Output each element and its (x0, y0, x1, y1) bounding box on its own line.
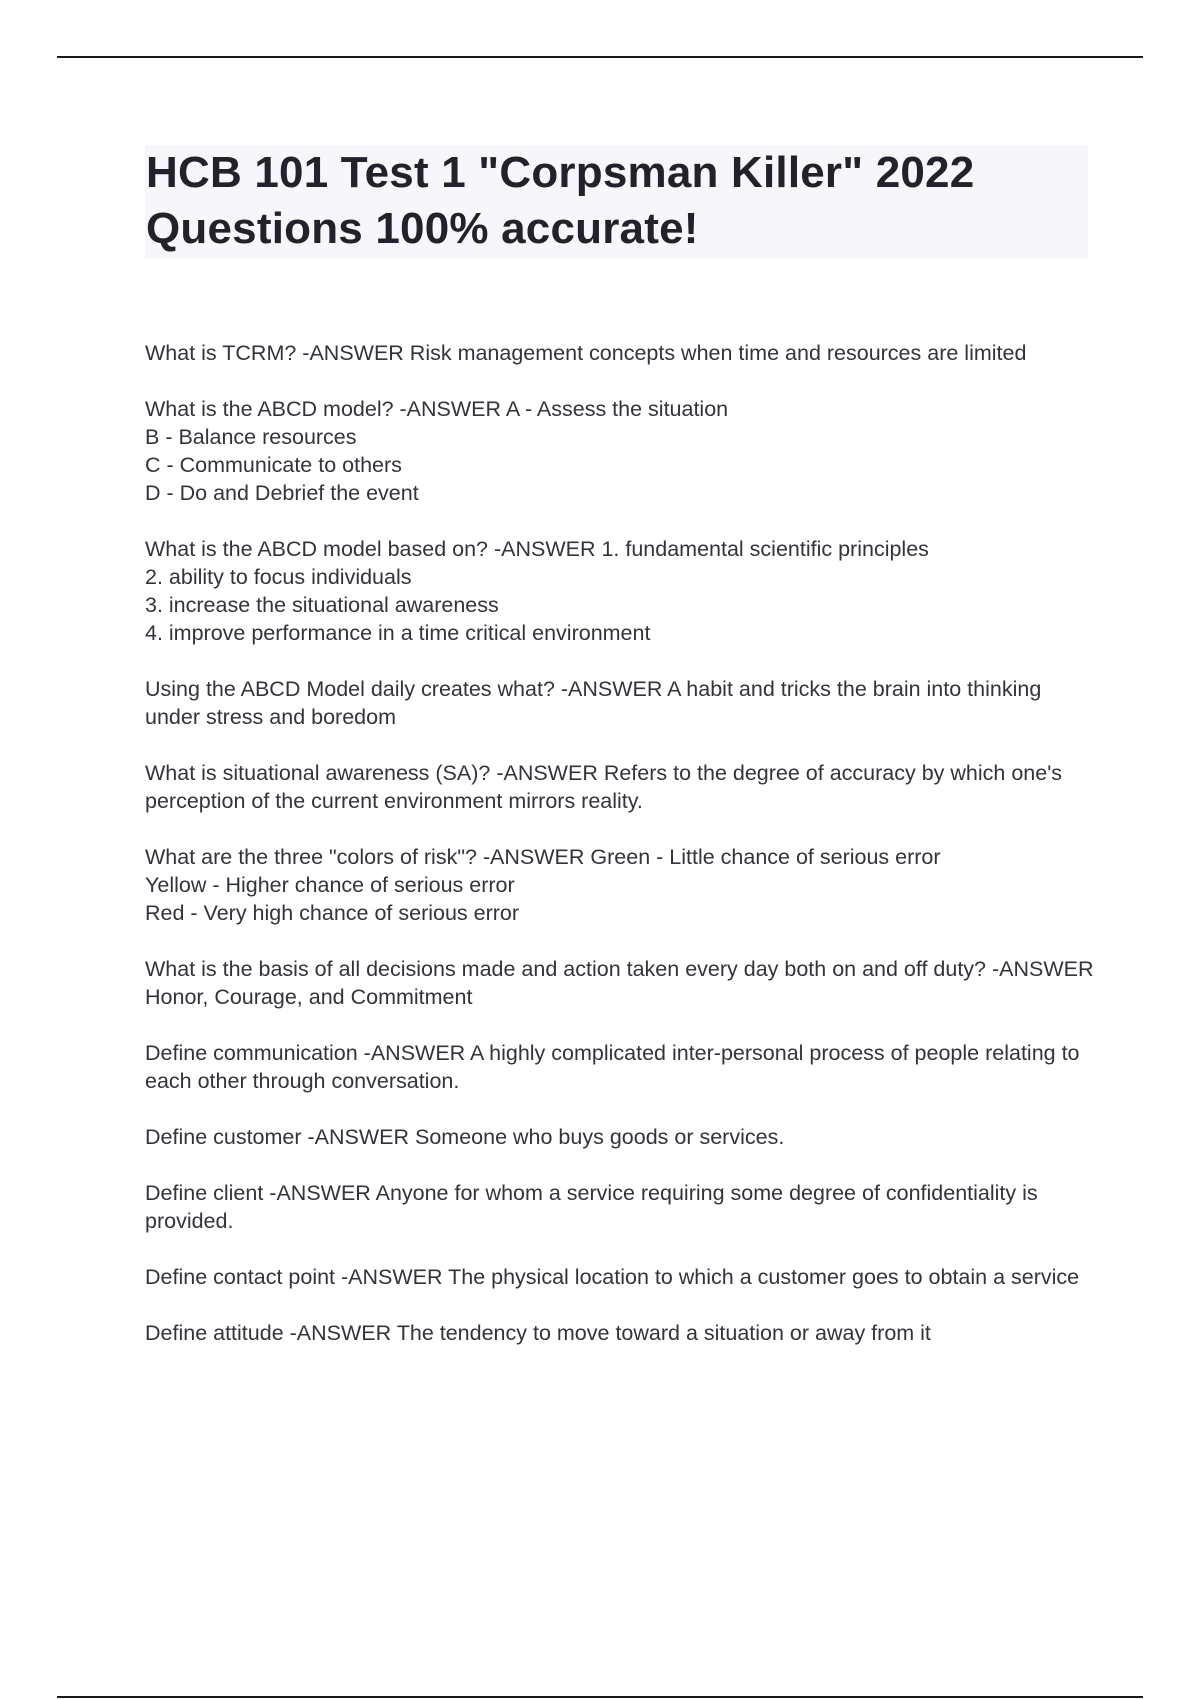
header-rule (57, 56, 1143, 58)
qa-entry: What is the ABCD model? -ANSWER A - Assess the situation B - Balance resources C - Communicate to others D - Do and Debrief the event (145, 397, 729, 505)
qa-entry: What is TCRM? -ANSWER Risk management concepts when time and resources are limited (145, 341, 1027, 365)
title-block (145, 145, 1088, 259)
qa-entry: Using the ABCD Model daily creates what? -ANSWER A habit and tricks the brain into thinking under stress and boredom (145, 677, 1042, 729)
qa-entry: What is situational awareness (SA)? -ANSWER Refers to the degree of accuracy by which one's perception of the current environment mirrors reality. (145, 761, 1063, 813)
qa-entry: Define customer -ANSWER Someone who buys goods or services. (145, 1125, 785, 1149)
footer-rule (57, 1696, 1143, 1698)
qa-entry: Define attitude -ANSWER The tendency to move toward a situation or away from it (145, 1321, 931, 1345)
qa-entry: Define contact point -ANSWER The physical location to which a customer goes to obtain a service (145, 1265, 1080, 1289)
qa-entry: Define client -ANSWER Anyone for whom a service requiring some degree of confidentiality is provided. (145, 1181, 1038, 1233)
qa-entry: Define communication -ANSWER A highly complicated inter-personal process of people relating to each other through conversation. (145, 1041, 1080, 1093)
qa-entry: What is the ABCD model based on? -ANSWER 1. fundamental scientific principles 2. ability to focus individuals 3. increase the situational awareness 4. improve performance in a time critical environment (145, 537, 929, 645)
document-title: HCB 101 Test 1 "Corpsman Killer" 2022 Questions 100% accurate! (146, 148, 975, 253)
qa-entry: What is the basis of all decisions made and action taken every day both on and off duty? -ANSWER Honor, Courage, and Commitment (145, 957, 1094, 1009)
qa-entry: What are the three "colors of risk"? -ANSWER Green - Little chance of serious error Yellow - Higher chance of serious error Red - Very high chance of serious error (145, 845, 941, 925)
qa-list (145, 339, 1095, 1375)
